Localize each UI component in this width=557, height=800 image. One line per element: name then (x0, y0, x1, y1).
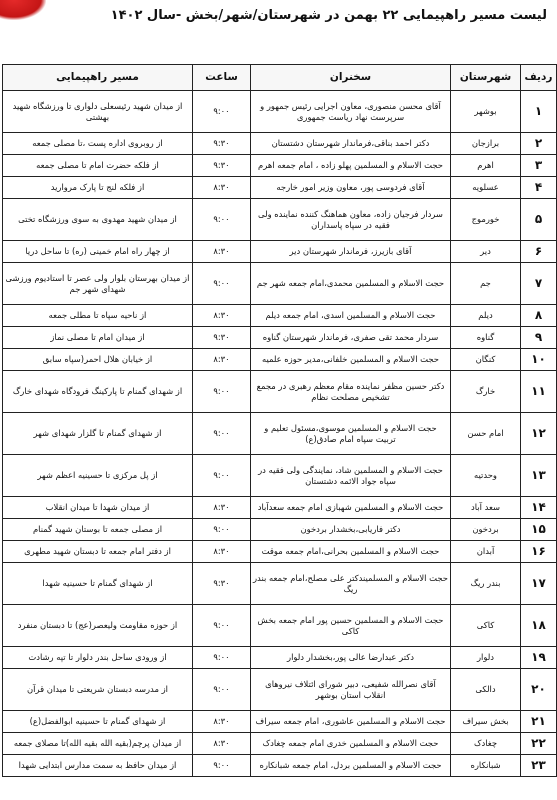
cell-city: بردخون (451, 519, 521, 541)
cell-speaker: سردار فرجیان زاده، معاون هماهنگ کننده نماینده ولی فقیه در سپاه پاسداران (251, 199, 451, 241)
cell-city: امام حسن (451, 413, 521, 455)
table-row (3, 647, 557, 669)
cell-city: دیلم (451, 305, 521, 327)
cell-city: وحدتیه (451, 455, 521, 497)
cell-route: از چهار راه امام خمینی (ره) تا ساحل دریا (3, 241, 193, 263)
cell-row-number: ۸ (521, 305, 557, 327)
cell-route: از شهدای گمنام تا حسینیه شهدا (3, 563, 193, 605)
cell-time: ۸:۳۰ (193, 241, 251, 263)
cell-time: ۸:۳۰ (193, 497, 251, 519)
cell-time: ۸:۳۰ (193, 349, 251, 371)
cell-time: ۹:۰۰ (193, 413, 251, 455)
cell-time: ۹:۰۰ (193, 519, 251, 541)
cell-speaker: حجت الاسلام و المسلمین محمدی،امام جمعه شهر جم (251, 263, 451, 305)
table-row (3, 413, 557, 455)
cell-row-number: ۱ (521, 91, 557, 133)
cell-route: از شهدای گمنام تا پارکینگ فرودگاه شهدای خارگ (3, 371, 193, 413)
cell-route: از ورودی ساحل بندر دلوار تا تپه رشادت (3, 647, 193, 669)
cell-route: از شهدای گمنام تا حسینیه ابوالفضل(ع) (3, 711, 193, 733)
decorative-red-shape (0, 0, 46, 20)
cell-city: کاکی (451, 605, 521, 647)
cell-time: ۹:۰۰ (193, 647, 251, 669)
cell-time: ۸:۳۰ (193, 177, 251, 199)
table-row (3, 563, 557, 605)
cell-speaker: حجت الاسلام و المسلمین موسوی،مسئول تعلیم و تربیت سپاه امام صادق(ع) (251, 413, 451, 455)
cell-city: چغادک (451, 733, 521, 755)
cell-city: سعد آباد (451, 497, 521, 519)
cell-time: ۹:۰۰ (193, 91, 251, 133)
cell-route: از میدان پرچم(بقیه الله بقیه الله)تا مصلای جمعه (3, 733, 193, 755)
cell-city: بندر ریگ (451, 563, 521, 605)
cell-route: از میدان امام تا مصلی نماز (3, 327, 193, 349)
cell-time: ۹:۳۰ (193, 133, 251, 155)
cell-route: از خیابان هلال احمر(سپاه سابق (3, 349, 193, 371)
cell-time: ۹:۰۰ (193, 199, 251, 241)
header-row-number: ردیف (521, 65, 557, 91)
cell-time: ۹:۰۰ (193, 755, 251, 777)
cell-row-number: ۱۳ (521, 455, 557, 497)
cell-route: از فلکه حضرت امام تا مصلی جمعه (3, 155, 193, 177)
table-row (3, 241, 557, 263)
cell-speaker: دکتر احمد بناقی،فرماندار شهرستان دشتستان (251, 133, 451, 155)
cell-speaker: آقای محسن منصوری، معاون اجرایی رئیس جمهور و سرپرست نهاد ریاست جمهوری (251, 91, 451, 133)
cell-row-number: ۱۰ (521, 349, 557, 371)
table-row (3, 177, 557, 199)
cell-speaker: دکتر عبدارضا عالی پور،بخشدار دلوار (251, 647, 451, 669)
cell-speaker: دکتر فاریابی،بخشدار بردخون (251, 519, 451, 541)
cell-time: ۸:۳۰ (193, 541, 251, 563)
cell-route: از حوزه مقاومت ولیعصر(عج) تا دبستان منفرد (3, 605, 193, 647)
table-row (3, 91, 557, 133)
table-row (3, 263, 557, 305)
page-title: لیست مسیر راهپیمایی ۲۲ بهمن در شهرستان/شهر/بخش -سال ۱۴۰۲ (110, 8, 547, 23)
cell-row-number: ۱۶ (521, 541, 557, 563)
cell-row-number: ۹ (521, 327, 557, 349)
cell-time: ۹:۰۰ (193, 455, 251, 497)
table-body (3, 91, 557, 777)
cell-row-number: ۲۳ (521, 755, 557, 777)
cell-route: از میدان شهدا تا میدان انقلاب (3, 497, 193, 519)
cell-speaker: آقای بازیرز، فرماندار شهرستان دیر (251, 241, 451, 263)
cell-city: بوشهر (451, 91, 521, 133)
table-row (3, 349, 557, 371)
table-row (3, 669, 557, 711)
cell-city: برازجان (451, 133, 521, 155)
table-row (3, 327, 557, 349)
cell-city: عسلویه (451, 177, 521, 199)
table-row (3, 541, 557, 563)
cell-time: ۹:۳۰ (193, 563, 251, 605)
cell-route: از میدان شهید رئیسعلی دلواری تا ورزشگاه شهید بهشتی (3, 91, 193, 133)
cell-time: ۸:۳۰ (193, 711, 251, 733)
cell-speaker: حجت الاسلام و المسلمین حسین پور امام جمعه بخش کاکی (251, 605, 451, 647)
cell-speaker: آقای فردوسی پور، معاون وزیر امور خارجه (251, 177, 451, 199)
header-city: شهرستان (451, 65, 521, 91)
cell-speaker: حجت الاسلام و المسلمین بحرانی،امام جمعه موقت (251, 541, 451, 563)
cell-row-number: ۱۸ (521, 605, 557, 647)
cell-city: کنگان (451, 349, 521, 371)
cell-route: از فلکه لنج تا پارک مروارید (3, 177, 193, 199)
cell-route: از دفتر امام جمعه تا دبستان شهید مطهری (3, 541, 193, 563)
header-time: ساعت (193, 65, 251, 91)
cell-city: بخش سیراف (451, 711, 521, 733)
cell-row-number: ۱۴ (521, 497, 557, 519)
header-route: مسیر راهپیمایی (3, 65, 193, 91)
cell-row-number: ۱۹ (521, 647, 557, 669)
cell-time: ۹:۰۰ (193, 263, 251, 305)
cell-time: ۸:۳۰ (193, 733, 251, 755)
table-row (3, 711, 557, 733)
cell-speaker: آقای نصرالله شفیعی، دبیر شورای ائتلاف نیروهای انقلاب استان بوشهر (251, 669, 451, 711)
cell-route: از مدرسه دبستان شریعتی تا میدان قرآن (3, 669, 193, 711)
cell-row-number: ۱۷ (521, 563, 557, 605)
cell-speaker: حجت الاسلام و المسلمین اسدی، امام جمعه دیلم (251, 305, 451, 327)
cell-time: ۸:۳۰ (193, 305, 251, 327)
table-row (3, 755, 557, 777)
cell-city: آبدان (451, 541, 521, 563)
table-row (3, 455, 557, 497)
cell-route: از میدان بهرستان بلوار ولی عصر تا استادیوم ورزشی شهدای شهر جم (3, 263, 193, 305)
cell-time: ۹:۳۰ (193, 155, 251, 177)
cell-route: از میدان شهید مهدوی به سوی ورزشگاه تختی (3, 199, 193, 241)
table-row (3, 519, 557, 541)
cell-row-number: ۷ (521, 263, 557, 305)
cell-row-number: ۴ (521, 177, 557, 199)
route-table (2, 64, 557, 777)
cell-speaker: حجت الاسلام و المسلمین پهلو زاده ، امام جمعه اهرم (251, 155, 451, 177)
table-row (3, 133, 557, 155)
cell-speaker: حجت الاسلام و المسلمین شاد، نمایندگی ولی فقیه در سپاه جواد الائمه دشتستان (251, 455, 451, 497)
table-row (3, 497, 557, 519)
cell-city: گناوه (451, 327, 521, 349)
cell-speaker: حجت الاسلام و المسلمین عاشوری، امام جمعه سیراف (251, 711, 451, 733)
cell-route: از شهدای گمنام تا گلزار شهدای شهر (3, 413, 193, 455)
route-table-container (2, 64, 556, 777)
cell-route: از پل مرکزی تا حسینیه اعظم شهر (3, 455, 193, 497)
cell-row-number: ۱۱ (521, 371, 557, 413)
cell-speaker: حجت الاسلام و المسلمین بردل، امام جمعه شبانکاره (251, 755, 451, 777)
header-speaker: سخنران (251, 65, 451, 91)
cell-row-number: ۲۲ (521, 733, 557, 755)
cell-row-number: ۵ (521, 199, 557, 241)
cell-city: اهرم (451, 155, 521, 177)
table-header-row (3, 65, 557, 91)
cell-speaker: دکتر حسین مظفر نماینده مقام معظم رهبری در مجمع تشخیص مصلحت نظام (251, 371, 451, 413)
table-row (3, 605, 557, 647)
cell-row-number: ۲۱ (521, 711, 557, 733)
cell-route: از مصلی جمعه تا بوستان شهید گمنام (3, 519, 193, 541)
cell-row-number: ۱۵ (521, 519, 557, 541)
cell-time: ۹:۰۰ (193, 371, 251, 413)
cell-city: دلوار (451, 647, 521, 669)
cell-city: شبانکاره (451, 755, 521, 777)
cell-route: از ناحیه سپاه تا مطلی جمعه (3, 305, 193, 327)
cell-speaker: حجت الاسلام و المسلمین شهبازی امام جمعه سعدآباد (251, 497, 451, 519)
cell-row-number: ۱۲ (521, 413, 557, 455)
cell-city: دیر (451, 241, 521, 263)
cell-speaker: حجت الاسلام و المسلمین خدری امام جمعه چغادک (251, 733, 451, 755)
table-row (3, 733, 557, 755)
cell-speaker: حجت الاسلام و المسلمین خلفانی،مدیر حوزه علمیه (251, 349, 451, 371)
cell-time: ۹:۳۰ (193, 327, 251, 349)
cell-row-number: ۲ (521, 133, 557, 155)
cell-row-number: ۲۰ (521, 669, 557, 711)
cell-route: از میدان حافظ به سمت مدارس ابتدایی شهدا (3, 755, 193, 777)
cell-city: جم (451, 263, 521, 305)
cell-row-number: ۶ (521, 241, 557, 263)
table-row (3, 371, 557, 413)
table-row (3, 305, 557, 327)
cell-city: خارگ (451, 371, 521, 413)
table-row (3, 199, 557, 241)
cell-speaker: سردار محمد تقی صفری، فرماندار شهرستان گناوه (251, 327, 451, 349)
cell-city: دالکی (451, 669, 521, 711)
cell-speaker: حجت الاسلام و المسلمیندکتر علی مصلح،امام جمعه بندر ریگ (251, 563, 451, 605)
cell-time: ۹:۰۰ (193, 669, 251, 711)
cell-time: ۹:۰۰ (193, 605, 251, 647)
cell-route: از روبروی اداره پست ،تا مصلی جمعه (3, 133, 193, 155)
table-row (3, 155, 557, 177)
cell-row-number: ۳ (521, 155, 557, 177)
cell-city: خورموج (451, 199, 521, 241)
